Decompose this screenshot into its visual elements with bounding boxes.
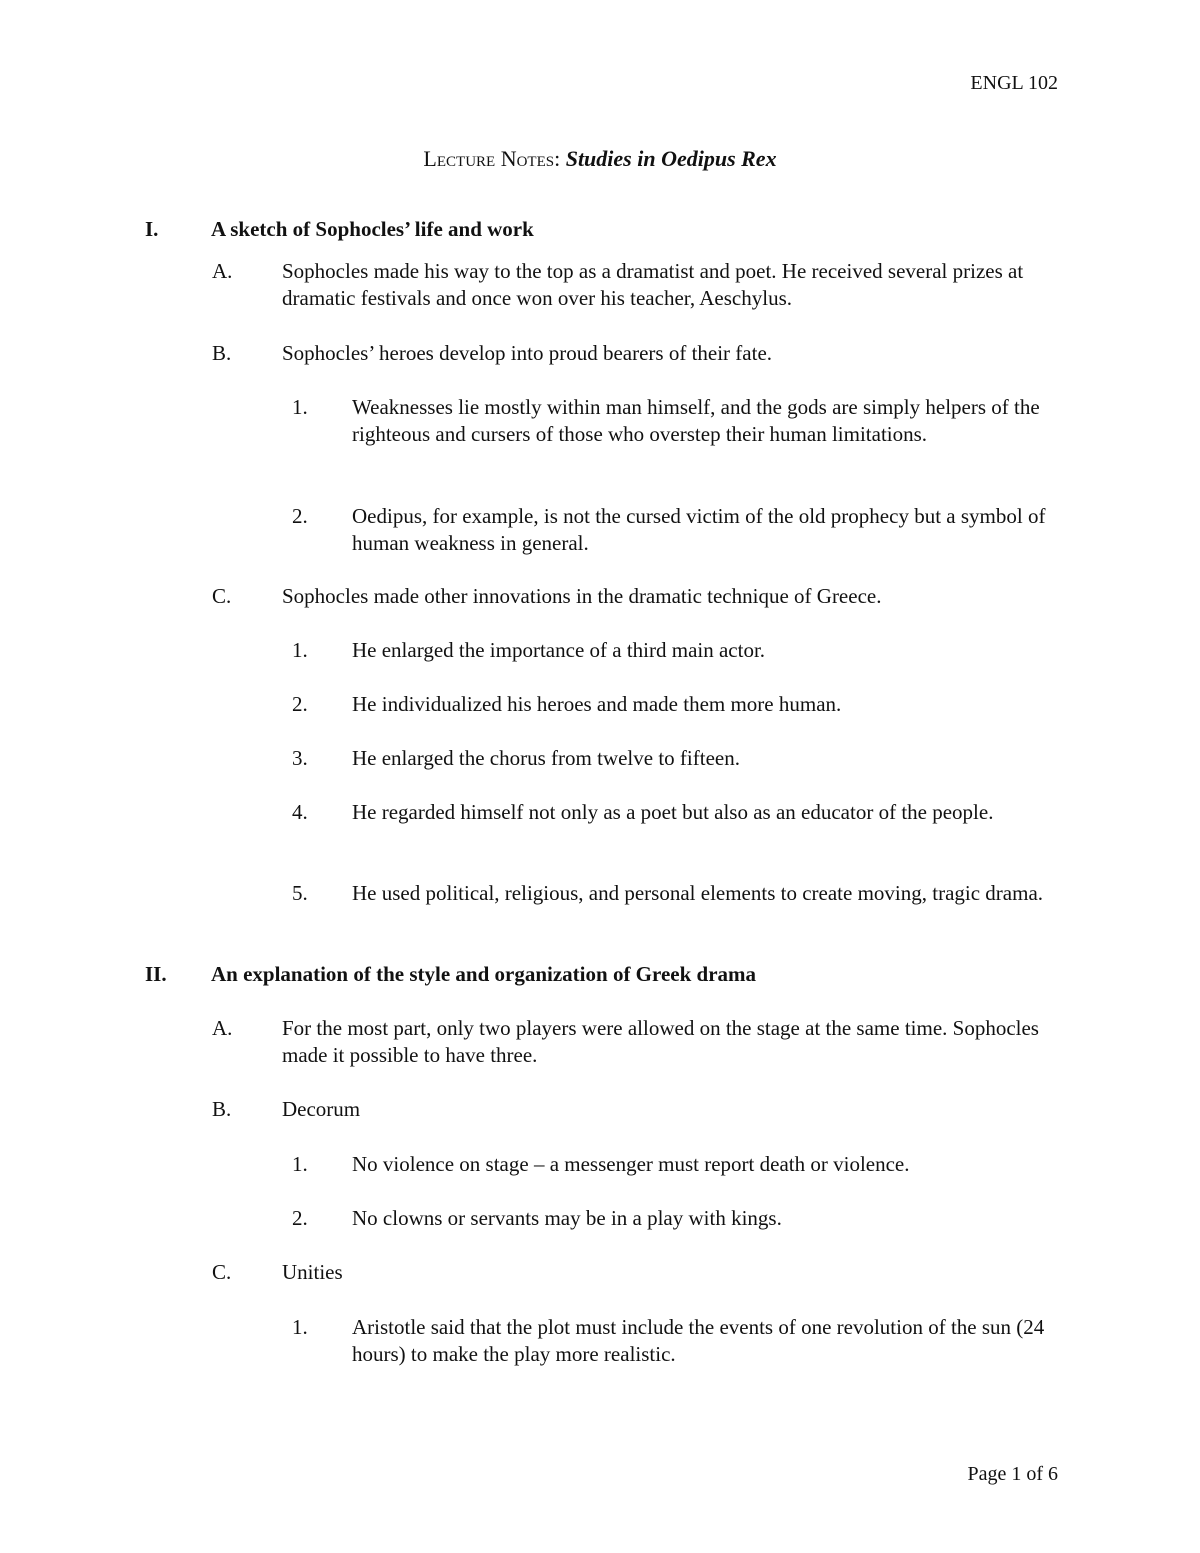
item-label: C. xyxy=(212,584,232,608)
subitem-text: He individualized his heroes and made them more human. xyxy=(352,692,842,716)
subitem-label: 3. xyxy=(292,746,308,770)
section-heading-text: An explanation of the style and organization of Greek drama xyxy=(211,962,757,986)
subitem-label: 2. xyxy=(292,692,308,716)
title-prefix: Lecture Notes: xyxy=(423,146,561,171)
item-text: Sophocles made other innovations in the dramatic technique of Greece. xyxy=(282,584,882,608)
subitem-label: 2. xyxy=(292,1206,308,1230)
item-label: B. xyxy=(212,341,232,365)
section-number: II. xyxy=(145,962,167,986)
subitem-text: Aristotle said that the plot must include the events of one revolution of the sun (24 hours) to make the play more realistic. xyxy=(352,1315,1045,1366)
item-text: Sophocles made his way to the top as a dramatist and poet. He received several prizes at dramatic festivals and once won over his teacher, Aeschylus. xyxy=(282,259,1024,310)
subitem-text: He used political, religious, and personal elements to create moving, tragic drama. xyxy=(352,881,1044,905)
subitem-text: No violence on stage – a messenger must report death or violence. xyxy=(352,1152,910,1176)
subitem-text: He enlarged the chorus from twelve to fifteen. xyxy=(352,746,740,770)
item-label: A. xyxy=(212,1016,233,1040)
subitem-label: 1. xyxy=(292,1315,308,1339)
item-label: A. xyxy=(212,259,233,283)
subitem-label: 1. xyxy=(292,395,308,419)
subitem-text: Weaknesses lie mostly within man himself, and the gods are simply helpers of the righteous and cursers of those who overstep their human limitations. xyxy=(352,395,1040,446)
page-number: Page 1 of 6 xyxy=(967,1463,1058,1485)
section-heading-text: A sketch of Sophocles’ life and work xyxy=(211,217,534,241)
course-code: ENGL 102 xyxy=(970,72,1058,94)
item-text: Unities xyxy=(282,1260,343,1284)
item-label: B. xyxy=(212,1097,232,1121)
item-label: C. xyxy=(212,1260,232,1284)
subitem-text: He regarded himself not only as a poet but also as an educator of the people. xyxy=(352,800,994,824)
subitem-text: No clowns or servants may be in a play with kings. xyxy=(352,1206,782,1230)
subitem-text: Oedipus, for example, is not the cursed victim of the old prophecy but a symbol of human weakness in general. xyxy=(352,504,1046,555)
subitem-label: 1. xyxy=(292,638,308,662)
subitem-label: 4. xyxy=(292,800,308,824)
title-work: Studies in Oedipus Rex xyxy=(565,146,777,171)
subitem-text: He enlarged the importance of a third main actor. xyxy=(352,638,766,662)
section-number: I. xyxy=(145,217,159,241)
subitem-label: 2. xyxy=(292,504,308,528)
item-text: For the most part, only two players were allowed on the stage at the same time. Sophocles made it possible to have three. xyxy=(282,1016,1039,1067)
item-text: Sophocles’ heroes develop into proud bearers of their fate. xyxy=(282,341,773,365)
page-title xyxy=(0,144,1200,174)
subitem-label: 1. xyxy=(292,1152,308,1176)
item-text: Decorum xyxy=(282,1097,361,1121)
subitem-label: 5. xyxy=(292,881,308,905)
